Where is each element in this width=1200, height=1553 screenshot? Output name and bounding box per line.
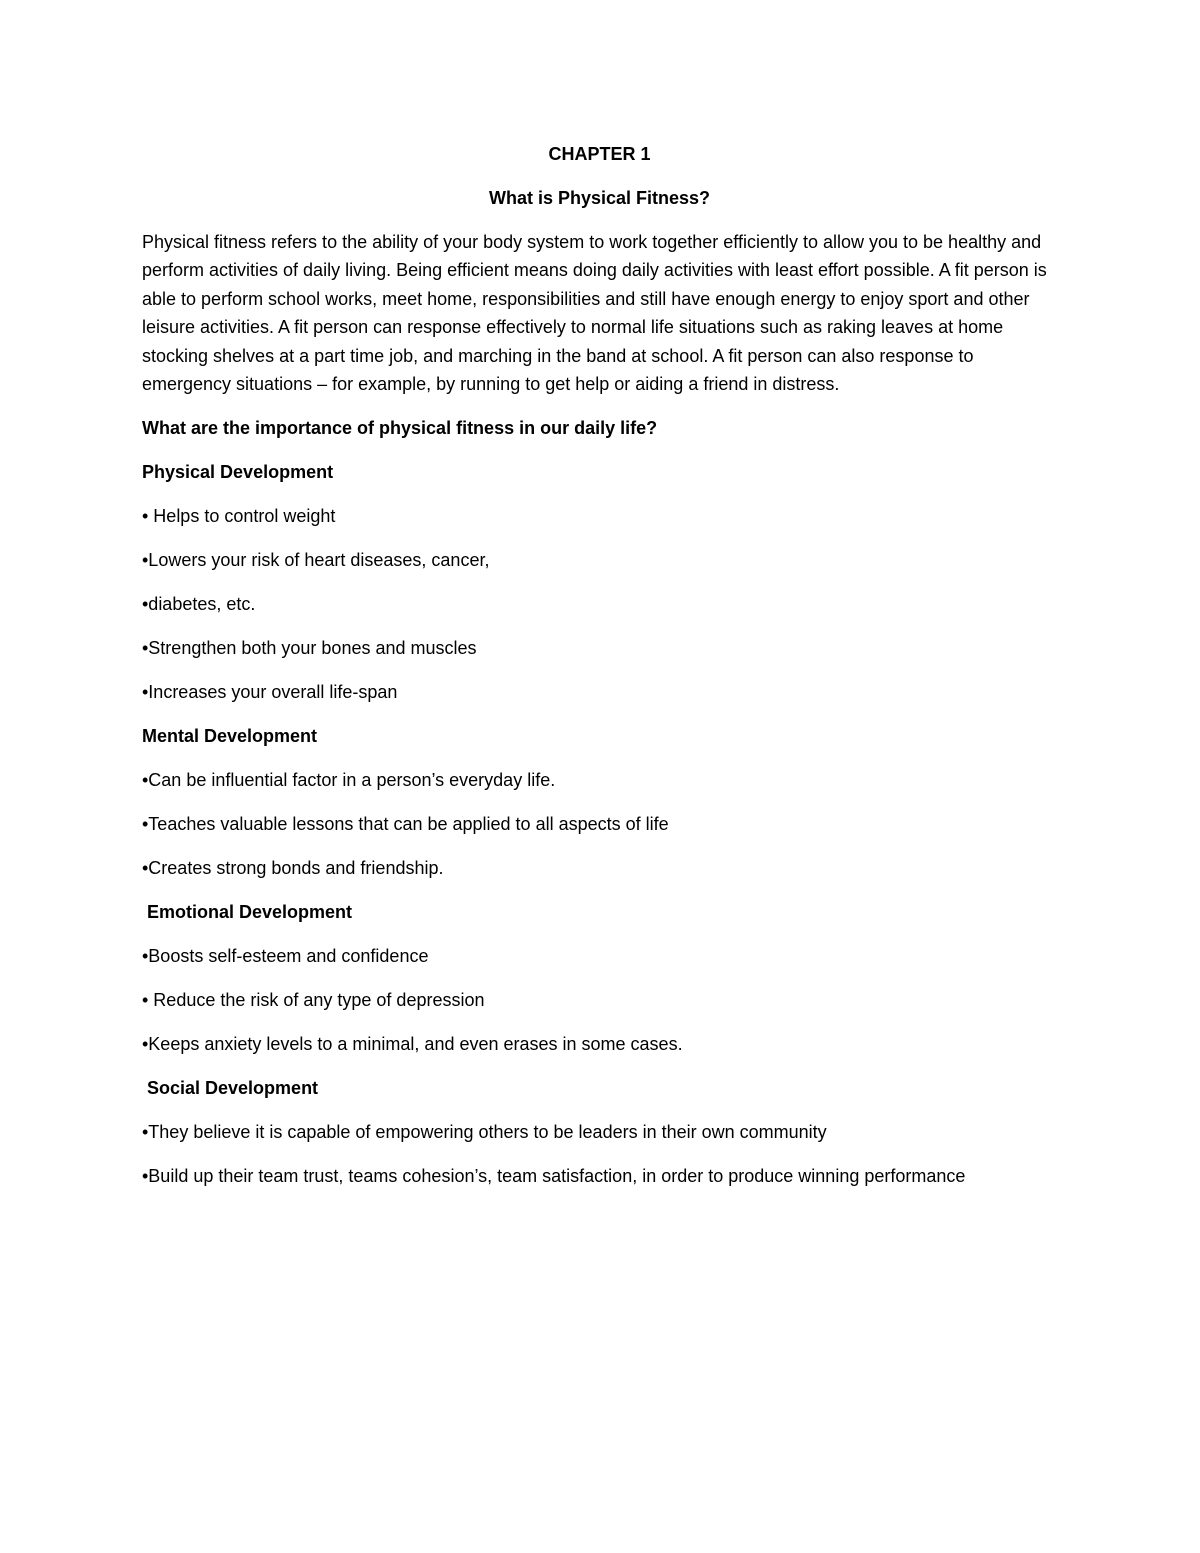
physical-item-3: •diabetes, etc. bbox=[142, 593, 256, 614]
mental-item-2: •Teaches valuable lessons that can be applied to all aspects of life bbox=[142, 813, 669, 834]
social-development-heading: Social Development bbox=[147, 1077, 319, 1098]
page-title: What is Physical Fitness? bbox=[488, 188, 711, 208]
mental-item-1: •Can be influential factor in a person’s everyday life. bbox=[142, 769, 556, 790]
mental-item-3: •Creates strong bonds and friendship. bbox=[142, 857, 444, 878]
intro-paragraph: Physical fitness refers to the ability of your body system to work together efficiently to allow you to be healthy and perform activities of daily living. Being efficient means doing daily activities with least effort possible. A fit person is able to perform school works, meet home, responsibilities and still have enough energy to enjoy sport and other leisure activities. A fit person can response effectively to normal life situations such as raking leaves at home stocking shelves at a part time job, and marching in the band at school. A fit person can also response to emergency situations – for example, by running to get help or aiding a friend in distress. bbox=[142, 231, 1047, 394]
chapter-heading: CHAPTER 1 bbox=[548, 144, 651, 164]
physical-item-5: •Increases your overall life-span bbox=[142, 681, 398, 702]
physical-item-4: •Strengthen both your bones and muscles bbox=[142, 637, 477, 658]
emotional-item-1: •Boosts self-esteem and confidence bbox=[142, 945, 429, 966]
social-item-2: •Build up their team trust, teams cohesion’s, team satisfaction, in order to produce winning performance bbox=[142, 1165, 966, 1186]
physical-item-2: •Lowers your risk of heart diseases, cancer, bbox=[142, 549, 490, 570]
emotional-item-3: •Keeps anxiety levels to a minimal, and even erases in some cases. bbox=[142, 1033, 683, 1054]
physical-item-1: • Helps to control weight bbox=[142, 505, 336, 526]
emotional-item-2: • Reduce the risk of any type of depression bbox=[142, 989, 485, 1010]
physical-development-heading: Physical Development bbox=[142, 461, 334, 482]
emotional-development-heading: Emotional Development bbox=[147, 901, 353, 922]
document-body bbox=[142, 140, 1057, 1206]
importance-question: What are the importance of physical fitness in our daily life? bbox=[142, 417, 658, 438]
mental-development-heading: Mental Development bbox=[142, 725, 318, 746]
social-item-1: •They believe it is capable of empowering others to be leaders in their own community bbox=[142, 1121, 827, 1142]
